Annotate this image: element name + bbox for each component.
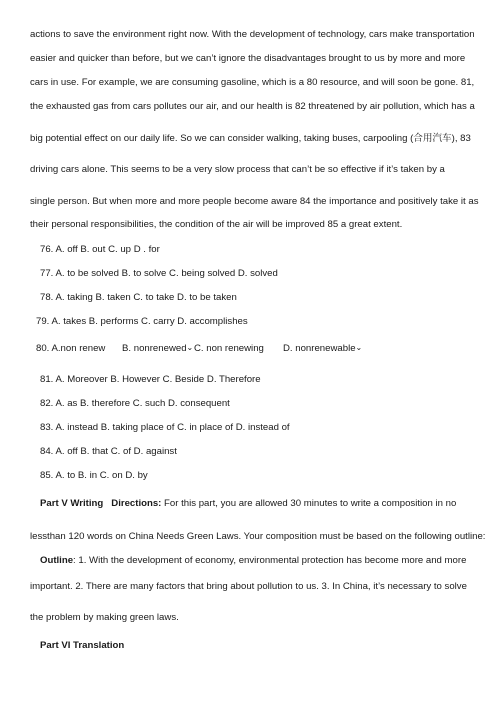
passage-line: the exhausted gas from cars pollutes our air, and our health is 82 threatened by air pollution, which has a (30, 101, 475, 112)
passage-line: their personal responsibilities, the condition of the air will be improved 85 a great extent. (30, 219, 403, 230)
question-80-option-b-label: B. nonrenewed (122, 343, 187, 354)
question-79: 79. A. takes B. performs C. carry D. accomplishes (36, 316, 248, 327)
question-78: 78. A. taking B. taken C. to take D. to be taken (40, 292, 237, 303)
question-80-option-a: 80. A.non renew (36, 343, 106, 354)
outline-line: important. 2. There are many factors that bring about pollution to us. 3. In China, it’s necessary to solve (30, 581, 467, 592)
chevron-down-icon: ⌄ (186, 343, 194, 352)
question-76: 76. A. off B. out C. up D . for (40, 244, 160, 255)
question-80-option-d (283, 343, 362, 354)
question-81: 81. A. Moreover B. However C. Beside D. Therefore (40, 374, 261, 385)
passage-line: actions to save the environment right now. With the development of technology, cars make transportation (30, 29, 475, 40)
passage-line: driving cars alone. This seems to be a very slow process that can’t be so effective if it’s taken by a (30, 164, 445, 175)
directions-label: Directions: (111, 498, 162, 509)
question-80-option-c: C. non renewing (194, 343, 264, 354)
passage-line: big potential effect on our daily life. So we can consider walking, taking buses, carpooling (合用汽车), 83 (30, 133, 471, 144)
question-82: 82. A. as B. therefore C. such D. consequent (40, 398, 230, 409)
passage-line: easier and quicker than before, but we can’t ignore the disadvantages brought to us by more and more (30, 53, 466, 64)
passage-line: single person. But when more and more people become aware 84 the importance and positively take it as (30, 196, 479, 207)
writing-directions (40, 498, 456, 509)
outline-line: the problem by making green laws. (30, 612, 179, 623)
translation-heading: Part VI Translation (40, 640, 125, 651)
outline-label: Outline (40, 555, 74, 566)
passage-line: cars in use. For example, we are consuming gasoline, which is a 80 resource, and will soon be gone. 81, (30, 77, 475, 88)
question-80-option-d-label: D. nonrenewable (283, 343, 356, 354)
question-77: 77. A. to be solved B. to solve C. being solved D. solved (40, 268, 278, 279)
question-80-option-b (122, 343, 193, 354)
question-85: 85. A. to B. in C. on D. by (40, 470, 148, 481)
writing-heading: Part V Writing (40, 498, 104, 509)
directions-text: For this part, you are allowed 30 minutes to write a composition in no (161, 498, 457, 509)
outline-text: : 1. With the development of economy, environmental protection has become more and more (73, 555, 467, 566)
question-83: 83. A. instead B. taking place of C. in place of D. instead of (40, 422, 290, 433)
question-84: 84. A. off B. that C. of D. against (40, 446, 177, 457)
writing-line: lessthan 120 words on China Needs Green Laws. Your composition must be based on the following outline: (30, 531, 486, 542)
chevron-down-icon: ⌄ (355, 343, 363, 352)
outline (40, 555, 466, 566)
